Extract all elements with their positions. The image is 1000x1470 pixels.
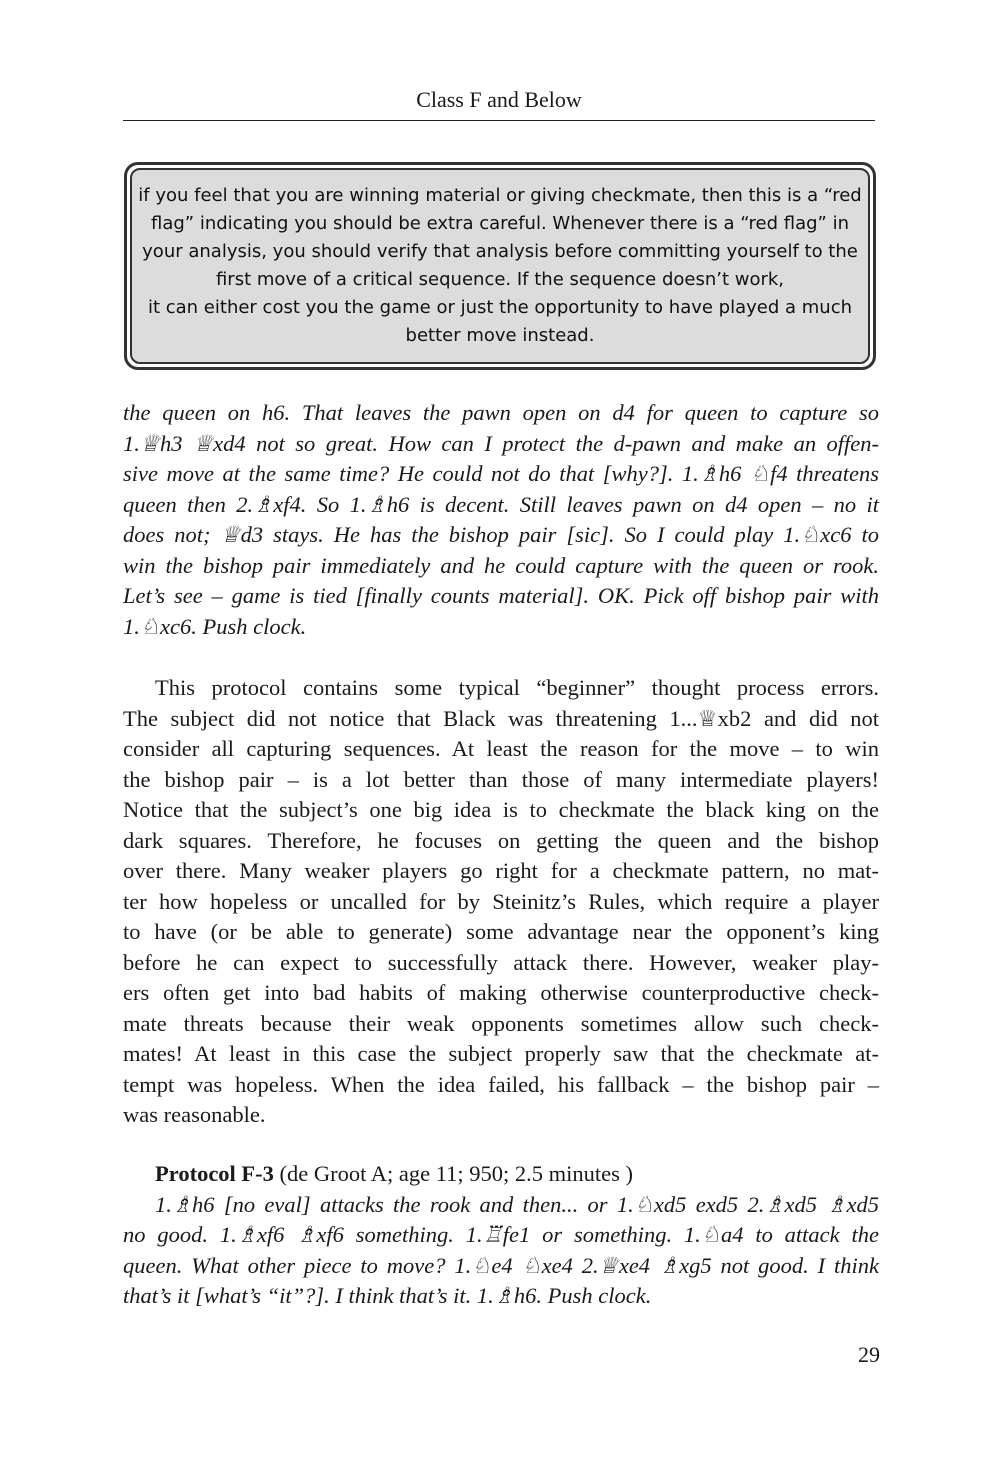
text-line: to have (or be able to generate) some advantage near the opponent’s king (123, 919, 879, 944)
text-line: 1.♕h3 ♕xd4 not so great. How can I protect the d-pawn and make an offen- (123, 430, 879, 456)
tip-box-inner (130, 168, 870, 364)
text-line: Let’s see – game is tied [finally counts material]. OK. Pick off bishop pair with (123, 583, 879, 608)
text-line: mates! At least in this case the subject properly saw that the checkmate at- (123, 1041, 879, 1066)
protocol-title: Protocol F-3 (155, 1161, 274, 1186)
tip-line: first move of a critical sequence. If the sequence doesn’t work, (215, 269, 785, 290)
protocol-f3 (123, 1159, 879, 1312)
text-line: This protocol contains some typical “beginner” thought process errors. (155, 675, 879, 700)
text-line: the queen on h6. That leaves the pawn open on d4 for queen to capture so (123, 400, 879, 425)
text-line: mate threats because their weak opponents sometimes allow such check- (123, 1010, 879, 1036)
tip-line: your analysis, you should verify that analysis before committing yourself to the (142, 241, 858, 262)
text-line: Notice that the subject’s one big idea is to checkmate the black king on the (123, 797, 879, 822)
text-line: consider all capturing sequences. At least the reason for the move – to win (123, 736, 879, 761)
text-line: the bishop pair – is a lot better than those of many intermediate players! (123, 766, 879, 792)
page-number: 29 (858, 1342, 880, 1367)
commentary-paragraph (123, 673, 879, 1131)
text-line: 1.♘xc6. Push clock. (123, 613, 307, 639)
tip-line: it can either cost you the game or just the opportunity to have played a much (147, 297, 853, 318)
text-line: ers often get into bad habits of making otherwise counterproductive check- (123, 980, 879, 1005)
text-line: ter how hopeless or uncalled for by Steinitz’s Rules, which require a player (123, 888, 879, 914)
text-line: over there. Many weaker players go right for a checkmate pattern, no mat- (123, 858, 879, 883)
text-line: The subject did not notice that Black was threatening 1...♕xb2 and did not (123, 705, 879, 731)
tip-line: if you feel that you are winning material or giving checkmate, then this is a “red (138, 185, 862, 206)
running-header: Class F and Below (416, 87, 582, 112)
text-line: 1.♗h6 [no eval] attacks the rook and then... or 1.♘xd5 exd5 2.♗xd5 ♗xd5 (155, 1191, 879, 1217)
text-line: queen. What other piece to move? 1.♘e4 ♘xe4 2.♕xe4 ♗xg5 not good. I think (123, 1252, 879, 1278)
text-line: before he can expect to successfully attack there. However, weaker play- (123, 949, 879, 975)
text-line: tempt was hopeless. When the idea failed, his fallback – the bishop pair – (123, 1071, 879, 1097)
tip-line: better move instead. (405, 325, 595, 346)
protocol-heading (123, 1159, 879, 1190)
protocol-continuation (123, 398, 879, 642)
tip-line: flag” indicating you should be extra careful. Whenever there is a “red flag” in (150, 213, 850, 234)
text-line: that’s it [what’s “it”?]. I think that’s it. 1.♗h6. Push clock. (123, 1283, 652, 1308)
text-line: does not; ♕d3 stays. He has the bishop pair [sic]. So I could play 1.♘xc6 to (123, 522, 879, 547)
tip-box (124, 162, 876, 370)
protocol-info: (de Groot A; age 11; 950; 2.5 minutes ) (273, 1161, 634, 1186)
text-line: win the bishop pair immediately and he could capture with the queen or rook. (123, 552, 879, 578)
text-line: queen then 2.♗xf4. So 1.♗h6 is decent. Still leaves pawn on d4 open – no it (123, 491, 879, 517)
text-line: no good. 1.♗xf6 ♗xf6 something. 1.♖fe1 or something. 1.♘a4 to attack the (123, 1222, 879, 1247)
text-line: dark squares. Therefore, he focuses on getting the queen and the bishop (123, 827, 879, 853)
text-line: sive move at the same time? He could not do that [why?]. 1.♗h6 ♘f4 threatens (123, 461, 879, 486)
text-line: was reasonable. (123, 1102, 266, 1127)
header-rule (123, 120, 875, 121)
